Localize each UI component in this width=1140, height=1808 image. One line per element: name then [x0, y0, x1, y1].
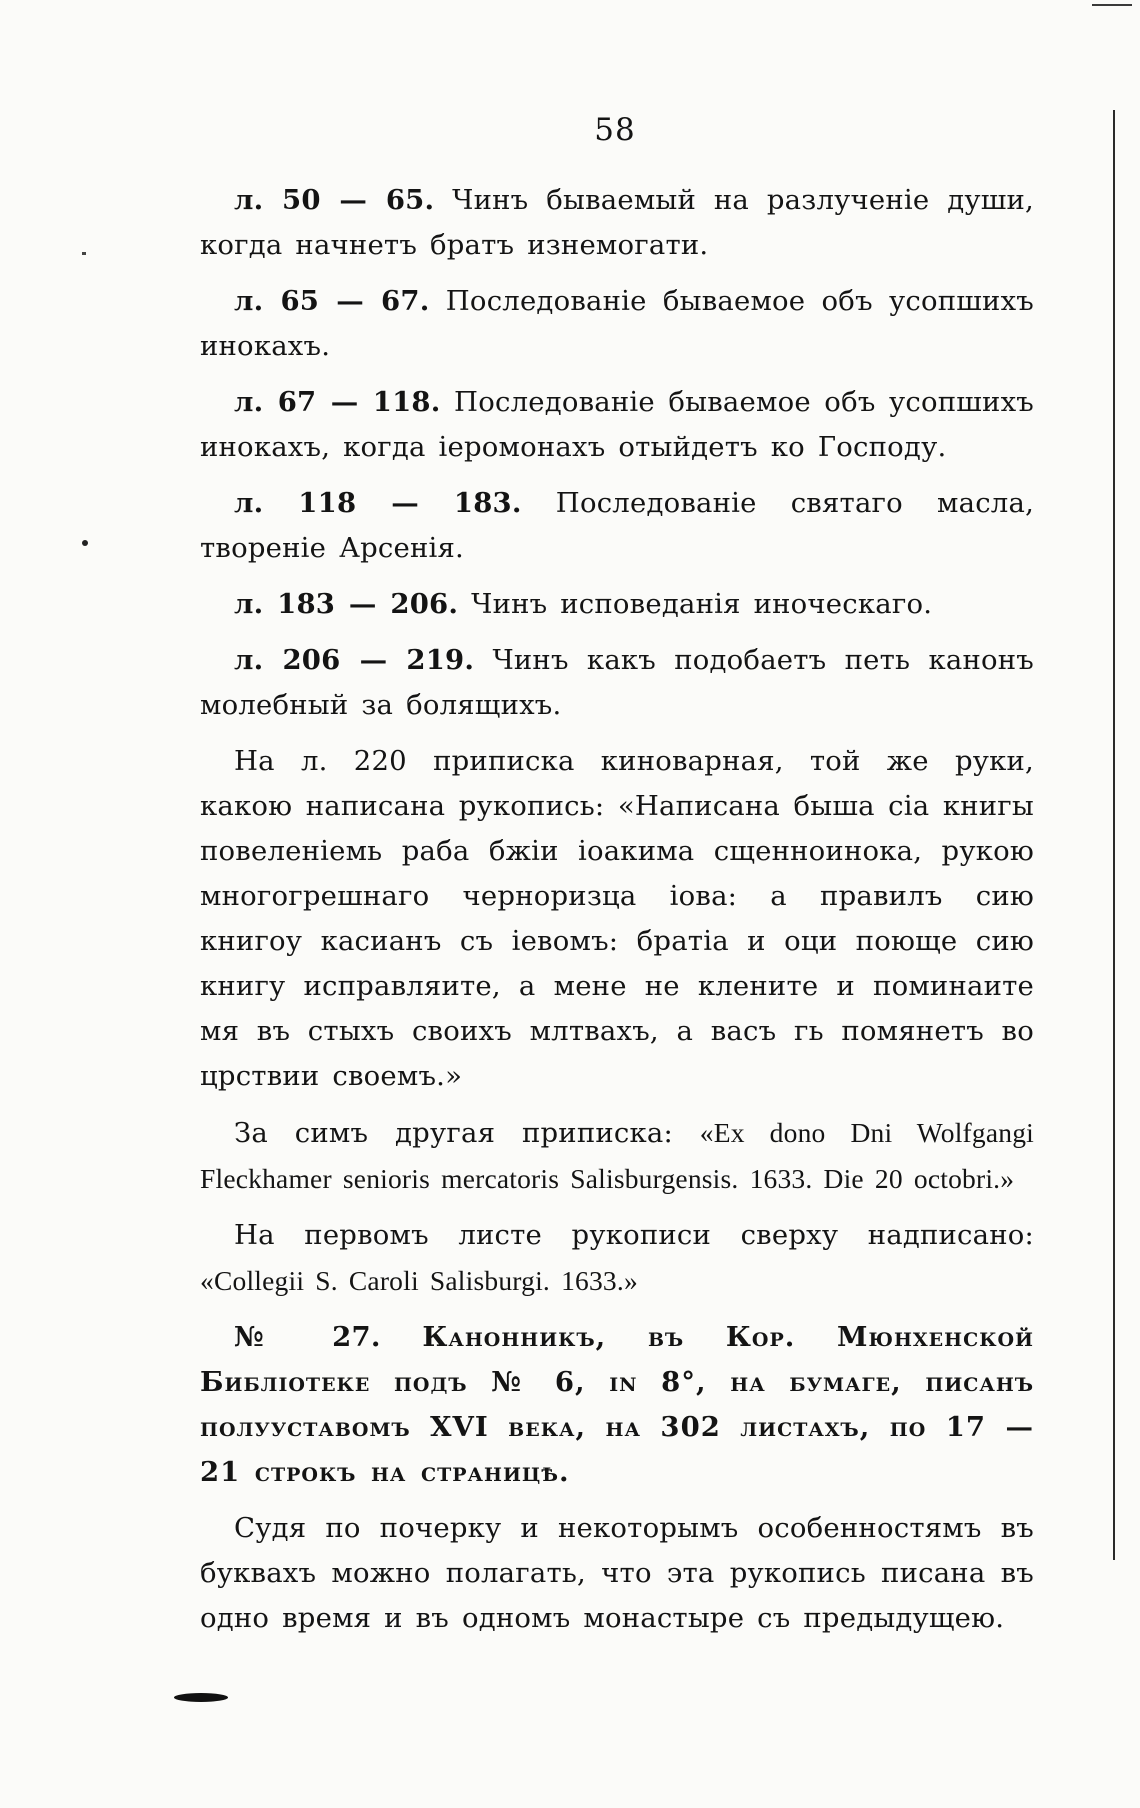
paragraph-lead: На первомъ листе рукописи сверху надписано: [234, 1219, 1034, 1251]
folio-range: л. 206 — 219. [234, 644, 475, 676]
folio-range: л. 183 — 206. [234, 588, 459, 620]
inscription-paragraph: На л. 220 приписка киноварная, той же руки, какою написана рукопись: «Написана быша сіа книгы повеленіемь раба бжіи іоакима сщенноинока, рукою многогрешнаго черноризца іова: а правилъ сию книгоу касианъ съ іевомъ: братіа и оци поюще сию книгу исправляите, а мене не клените и поминаите мя въ стыхъ своихъ млтвахъ, а васъ гь помянетъ во црствии своемъ.» [200, 745, 1034, 1092]
latin-quote: «Ex dono Dni Wolfgangi Fleckhamer senioris mercatoris Salisburgensis. 1633. Die 20 octobri.» [200, 1117, 1034, 1194]
scan-edge-line [1113, 110, 1115, 1560]
first-leaf-paragraph [200, 1213, 1034, 1304]
folio-entry [200, 582, 1034, 627]
closing-paragraph: Судя по почерку и некоторымъ особенностямъ въ буквахъ можно полагать, что эта рукопись писана въ одно время и въ одномъ монастыре съ предыдущею. [200, 1512, 1034, 1634]
scan-speck [82, 252, 86, 255]
folio-entry [200, 481, 1034, 571]
folio-range: л. 118 — 183. [234, 487, 522, 519]
item-number: № 27. [234, 1321, 381, 1353]
item-description: Канонникъ, въ Кор. Мюнхенской Библіотеке подъ № 6, in 8°, на бумаге, писанъ полууставомъ XVI века, на 302 листахъ, по 17 — 21 строкъ на страницѣ. [200, 1321, 1034, 1488]
folio-entry [200, 380, 1034, 470]
paragraph-lead: За симъ другая приписка: [234, 1117, 700, 1149]
ink-blot [174, 1693, 228, 1702]
latin-inscription-paragraph [200, 1110, 1034, 1202]
entry-text: Чинъ какъ подобаетъ петь канонъ молебный за болящихъ. [200, 644, 1034, 721]
entry-text: Последованіе бываемое объ усопшихъ инокахъ, когда іеромонахъ отыйдетъ ко Господу. [200, 386, 1034, 463]
entry-text: Последованіе бываемое объ усопшихъ инокахъ. [200, 285, 1034, 362]
folio-entry [200, 638, 1034, 728]
folio-range: л. 50 — 65. [234, 184, 435, 216]
entry-text: Чинъ исповеданія иноческаго. [458, 588, 933, 620]
entry-text: Чинъ бываемый на разлученіе души, когда начнетъ братъ изнемогати. [200, 184, 1034, 261]
latin-quote: «Collegii S. Caroli Salisburgi. 1633.» [200, 1265, 638, 1296]
folio-entry [200, 178, 1034, 268]
page-number: 58 [594, 112, 636, 148]
page-body [200, 178, 1034, 1652]
catalog-item-27 [200, 1315, 1034, 1495]
folio-range: л. 67 — 118. [234, 386, 441, 418]
folio-entry [200, 279, 1034, 369]
scan-corner-line [1092, 4, 1132, 6]
scan-speck [82, 540, 88, 546]
folio-range: л. 65 — 67. [234, 285, 430, 317]
entry-text: Последованіе святаго масла, твореніе Арсенія. [200, 487, 1035, 564]
